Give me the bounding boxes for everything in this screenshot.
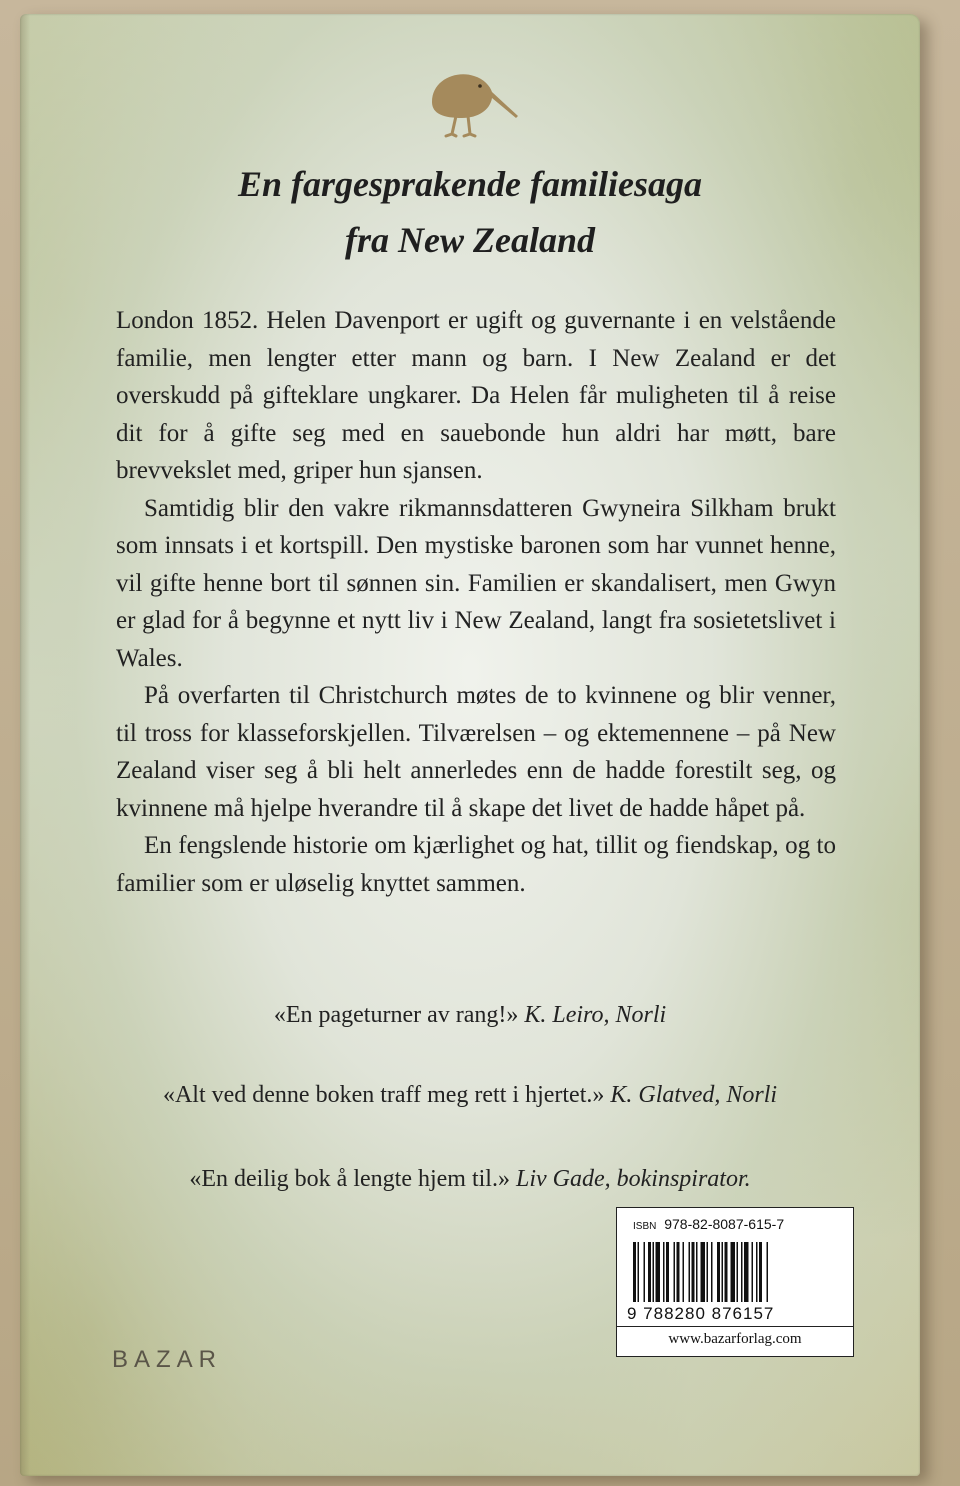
blurb-paragraph: Samtidig blir den vakre rikmannsdatteren Gwyneira Silkham brukt som innsats i et kortspill. Den mystiske baronen som har vunnet henne, vil gifte henne bort til sønnen sin. Familien er skandalisert, men Gwyn er glad for å begynne et nytt liv i New Zealand, langt fra sosietetslivet i Wales.: [116, 494, 836, 672]
barcode-bar: [644, 1242, 646, 1302]
barcode-digits: 9 788280 876157: [627, 1304, 775, 1323]
quote-text: «En deilig bok å lengte hjem til.»: [189, 1166, 510, 1192]
book-back-cover: [20, 14, 920, 1476]
quote-source: K. Glatved, Norli: [610, 1082, 778, 1108]
quote-text: «Alt ved denne boken traff meg rett i hjertet.»: [162, 1082, 605, 1108]
review-quote: [20, 1082, 920, 1109]
blurb-paragraph: En fengslende historie om kjærlighet og hat, tillit og fiendskap, og to familier som er uløselig knyttet sammen.: [116, 832, 836, 897]
barcode-bar: [752, 1242, 754, 1302]
barcode-bar: [692, 1242, 695, 1302]
barcode-bar: [666, 1242, 669, 1302]
isbn-label: ISBN: [633, 1221, 657, 1232]
barcode-bar: [737, 1242, 739, 1302]
barcode-bar: [648, 1242, 651, 1302]
barcode-bar: [683, 1242, 685, 1302]
review-quote: [20, 1166, 920, 1193]
barcode-bar: [656, 1242, 661, 1302]
barcode-bar: [707, 1242, 709, 1302]
barcode-bar: [653, 1242, 655, 1302]
quote-source: K. Leiro, Norli: [524, 1002, 667, 1028]
barcode-bar: [731, 1242, 736, 1302]
barcode-bar: [677, 1242, 680, 1302]
barcode-bar: [701, 1242, 706, 1302]
barcode-bar: [638, 1242, 640, 1302]
barcode-bar: [696, 1242, 698, 1302]
blurb-paragraph: På overfarten til Christchurch møtes de to kvinnene og blir venner, til tross for klasseforskjellen. Tilværelsen – og ektemennene – på New Zealand viser seg å bli helt annerledes enn de hadde forestilt seg, og kvinnene må hjelpe hverandre til å skape det livet de hadde håpet på.: [116, 682, 836, 822]
barcode-bar: [717, 1242, 720, 1302]
barcode-bar: [633, 1242, 636, 1302]
barcode-bar: [711, 1242, 713, 1302]
tagline-line-2: fra New Zealand: [345, 220, 595, 260]
barcode-bars: [631, 1242, 841, 1302]
barcode-bar: [767, 1242, 769, 1302]
blurb: [116, 302, 836, 902]
barcode-bar: [663, 1242, 665, 1302]
tagline: [20, 156, 920, 268]
tagline-line-1: En fargesprakende familiesaga: [238, 164, 702, 204]
kiwi-bird-icon: [422, 58, 526, 138]
barcode-bar: [741, 1242, 743, 1302]
barcode-bar: [689, 1242, 691, 1302]
isbn-line: [633, 1216, 784, 1232]
barcode-bar: [722, 1242, 724, 1302]
isbn-number: 978-82-8087-615-7: [664, 1216, 785, 1232]
blurb-paragraph: London 1852. Helen Davenport er ugift og guvernante i en velstående familie, men lengter etter mann og barn. I New Zealand er det overskudd på gifteklare ungkarer. Da Helen får muligheten til å reise dit for å gifte seg med en sauebonde hun aldri har møtt, bare brevvekslet med, griper hun sjansen.: [116, 307, 836, 484]
barcode-bar: [725, 1242, 728, 1302]
barcode-box: [616, 1207, 854, 1357]
barcode-bar: [756, 1242, 758, 1302]
quote-text: «En pageturner av rang!»: [273, 1002, 519, 1028]
barcode-bar: [744, 1242, 749, 1302]
review-quote: [20, 1002, 920, 1029]
barcode-divider: [617, 1326, 853, 1327]
publisher-logo: BAZAR: [112, 1346, 223, 1373]
barcode-bar: [759, 1242, 762, 1302]
barcode-bar: [674, 1242, 676, 1302]
publisher-website: www.bazarforlag.com: [668, 1331, 802, 1347]
quote-source: Liv Gade, bokinspirator.: [515, 1166, 751, 1192]
